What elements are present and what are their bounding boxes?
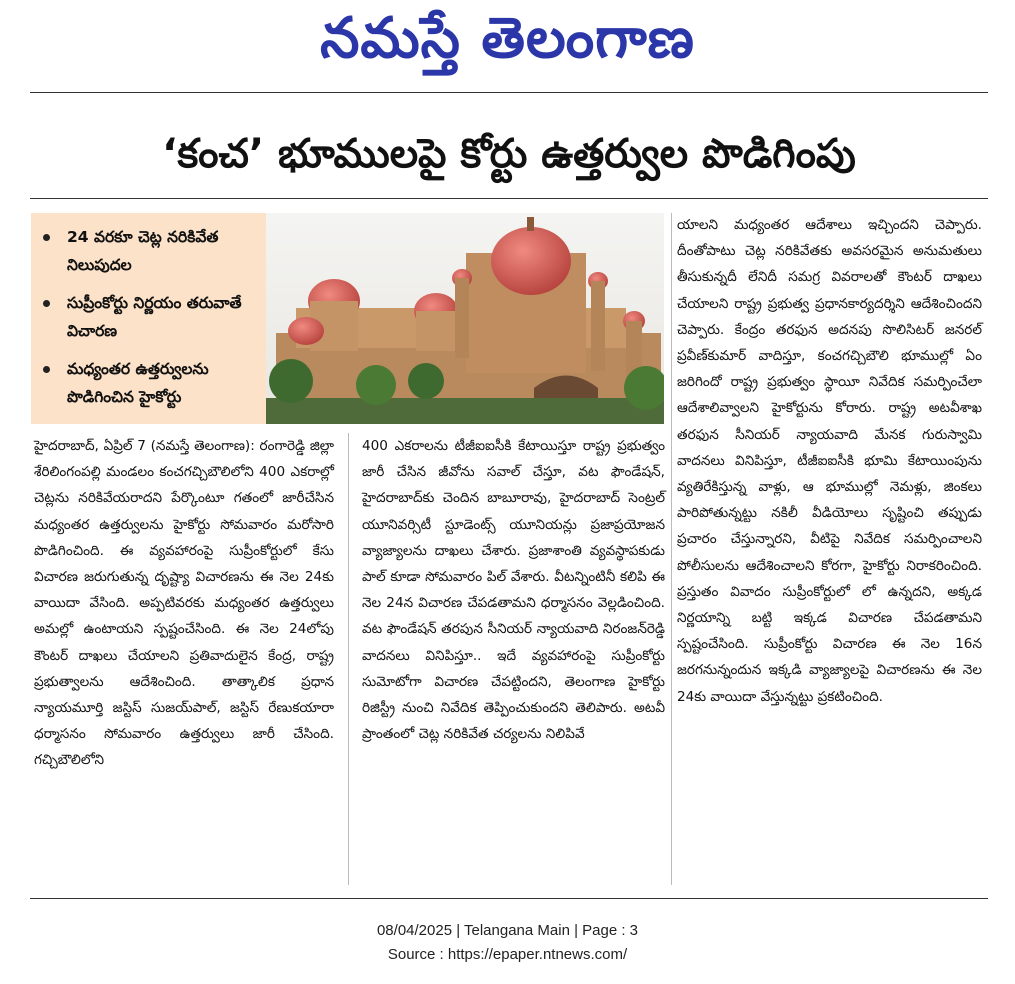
footer-date-page: 08/04/2025 | Telangana Main | Page : 3 [376,922,639,939]
article-column-3: యాలని మధ్యంతర ఆదేశాలు ఇచ్చిందని చెప్పారు. దీంతోపాటు చెట్ల నరికివేతకు అవసరమైన అనుమతులు తీసుకున్నదీ లేనిదీ సమగ్ర వివరాలతో కౌంటర్ దాఖలు చేయాలని రాష్ట్ర ప్రభుత్వ ప్రధానకార్యదర్శిని ఆదేశించిందని చెప్పారు. కేంద్రం తరఫున అదనపు సొలిసిటర్ జనరల్ ప్రవీణ్‌కుమార్ వాదిస్తూ, కంచగచ్చిబౌలి భూముల్లో ఏం జరిగిందో రాష్ట్ర ప్రభుత్వం స్థాయీ నివేదిక సమర్పించేలా ఆదేశాలివ్వాలని హైకోర్టును కోరారు. రాష్ట్ర అటవీశాఖ తరఫున సీనియర్ న్యాయవాది మేనక గురుస్వామి వాదనలు వినిపిస్తూ, టీజీఐఐసీకి భూమి కేటాయింపును వ్యతిరేకిస్తున్న వాళ్లు, ఆ భూముల్లో నెమళ్లు, జింకలు పారిపోతున్నట్టు నకిలీ వీడియోలు సృష్టించి తప్పుడు ప్రచారం చేస్తున్నారని, వీటిపై నివేదిక సమర్పించాలని పోలీసులను ఆదేశించాలని కోరగా, హైకోర్టు నిరాకరించింది. ప్రస్తుతం వివాదం సుప్రీంకోర్టులో లో ఉన్నదని, అక్కడ నిర్ణయాన్ని బట్టి ఇక్కడ విచారణ చేపడతామని స్పష్టంచేసింది. సుప్రీంకోర్టు విచారణ ఈ నెల 16న జరగనున్నందున ఇక్కడి వ్యాజ్యాలపై విచారణను ఈ నెల 24కు వాయిదా వేస్తున్నట్టు ప్రకటించింది. [677,217,982,705]
footer-source-link[interactable]: Source : https://epaper.ntnews.com/ [387,946,628,963]
high-court-photo [266,213,664,424]
masthead-logo: నమస్తే తెలంగాణ [320,6,695,71]
article-column-2: 400 ఎకరాలను టీజీఐఐసీకి కేటాయిస్తూ రాష్ట్ర ప్రభుత్వం జారీ చేసిన జీవోను సవాల్ చేస్తూ, వట ఫౌండేషన్, హైదరాబాద్‌కు చెందిన బాబూరావు, హైదరాబాద్ సెంట్రల్ యూనివర్సిటీ స్టూడెంట్స్ యూనియన్లు ప్రజాప్రయోజన వ్యాజ్యాలను దాఖలు చేశారు. ప్రజాశాంతి వ్యవస్థాపకుడు పాల్ కూడా సోమవారం పిల్ వేశారు. వీటన్నింటినీ కలిపి ఈ నెల 24న విచారణ చేపడతామని ధర్మాసనం వెల్లడించింది. వట ఫౌండేషన్ తరపున సీనియర్ న్యాయవాది నిరంజన్‌రెడ్డి వాదనలు వినిపిస్తూ.. ఇదే వ్యవహారంపై సుప్రీంకోర్టు సుమోటోగా విచారణ చేపట్టిందని, తెలంగాణ హైకోర్టు రిజిస్ట్రీ నుంచి నివేదిక తెప్పించుకుందని తెలిపారు. అటవీ ప్రాంతంలో చెట్ల నరికివేత చర్యలను నిలిపివే [362,438,665,743]
highlight-text: సుప్రీంకోర్టు నిర్ణయం తరువాతే విచారణ [67,294,242,340]
bullet-icon [43,366,50,373]
bottom-rule [30,898,988,899]
article-column-1: హైదరాబాద్, ఏప్రిల్ 7 (నమస్తే తెలంగాణ): రంగారెడ్డి జిల్లా శేరిలింగంపల్లి మండలం కంచగచ్చిబౌలిలోని 400 ఎకరాల్లో చెట్లను నరికివేయరాదని పేర్కొంటూ గతంలో జారీచేసిన మధ్యంతర ఉత్తర్వులను హైకోర్టు సోమవారం మరోసారి పొడిగించింది. ఈ వ్యవహారంపై సుప్రీంకోర్టులో కేసు విచారణ జరుగుతున్న దృష్ట్యా విచారణను ఈ నెల 24కు వాయిదా వేసింది. అప్పటివరకు మధ్యంతర ఉత్తర్వులు అమల్లో ఉంటాయని స్పష్టంచేసింది. ఈ నెల 24లోపు కౌంటర్ దాఖలు చేయాలని ప్రతివాదులైన కేంద్ర, రాష్ట్ర ప్రభుత్వాలను ఆదేశించింది. తాత్కాలిక ప్రధాన న్యాయమూర్తి జస్టిస్ సుజయ్‌పాల్, జస్టిస్ రేణుకయారా ధర్మాసనం సోమవారం ఉత్తర్వులు జారీ చేసింది. గచ్చిబౌలిలోని [34,438,334,769]
highlight-item [43,355,267,411]
masthead-rule [30,92,988,93]
highlight-text: మధ్యంతర ఉత్తర్వులను పొడిగించిన హైకోర్టు [67,360,209,406]
bullet-icon [43,234,50,241]
headline-rule [30,198,988,199]
highlight-item [43,289,267,345]
column-divider [671,213,672,885]
bullet-icon [43,300,50,307]
column-divider [348,433,349,885]
high-court-illustration [266,213,664,424]
highlights-box [31,213,267,424]
highlight-text: 24 వరకూ చెట్ల నరికివేత నిలుపుదల [67,228,219,274]
headline: ‘కంచ’ భూములపై కోర్టు ఉత్తర్వుల పొడిగింపు [162,131,856,177]
highlight-item [43,223,267,279]
